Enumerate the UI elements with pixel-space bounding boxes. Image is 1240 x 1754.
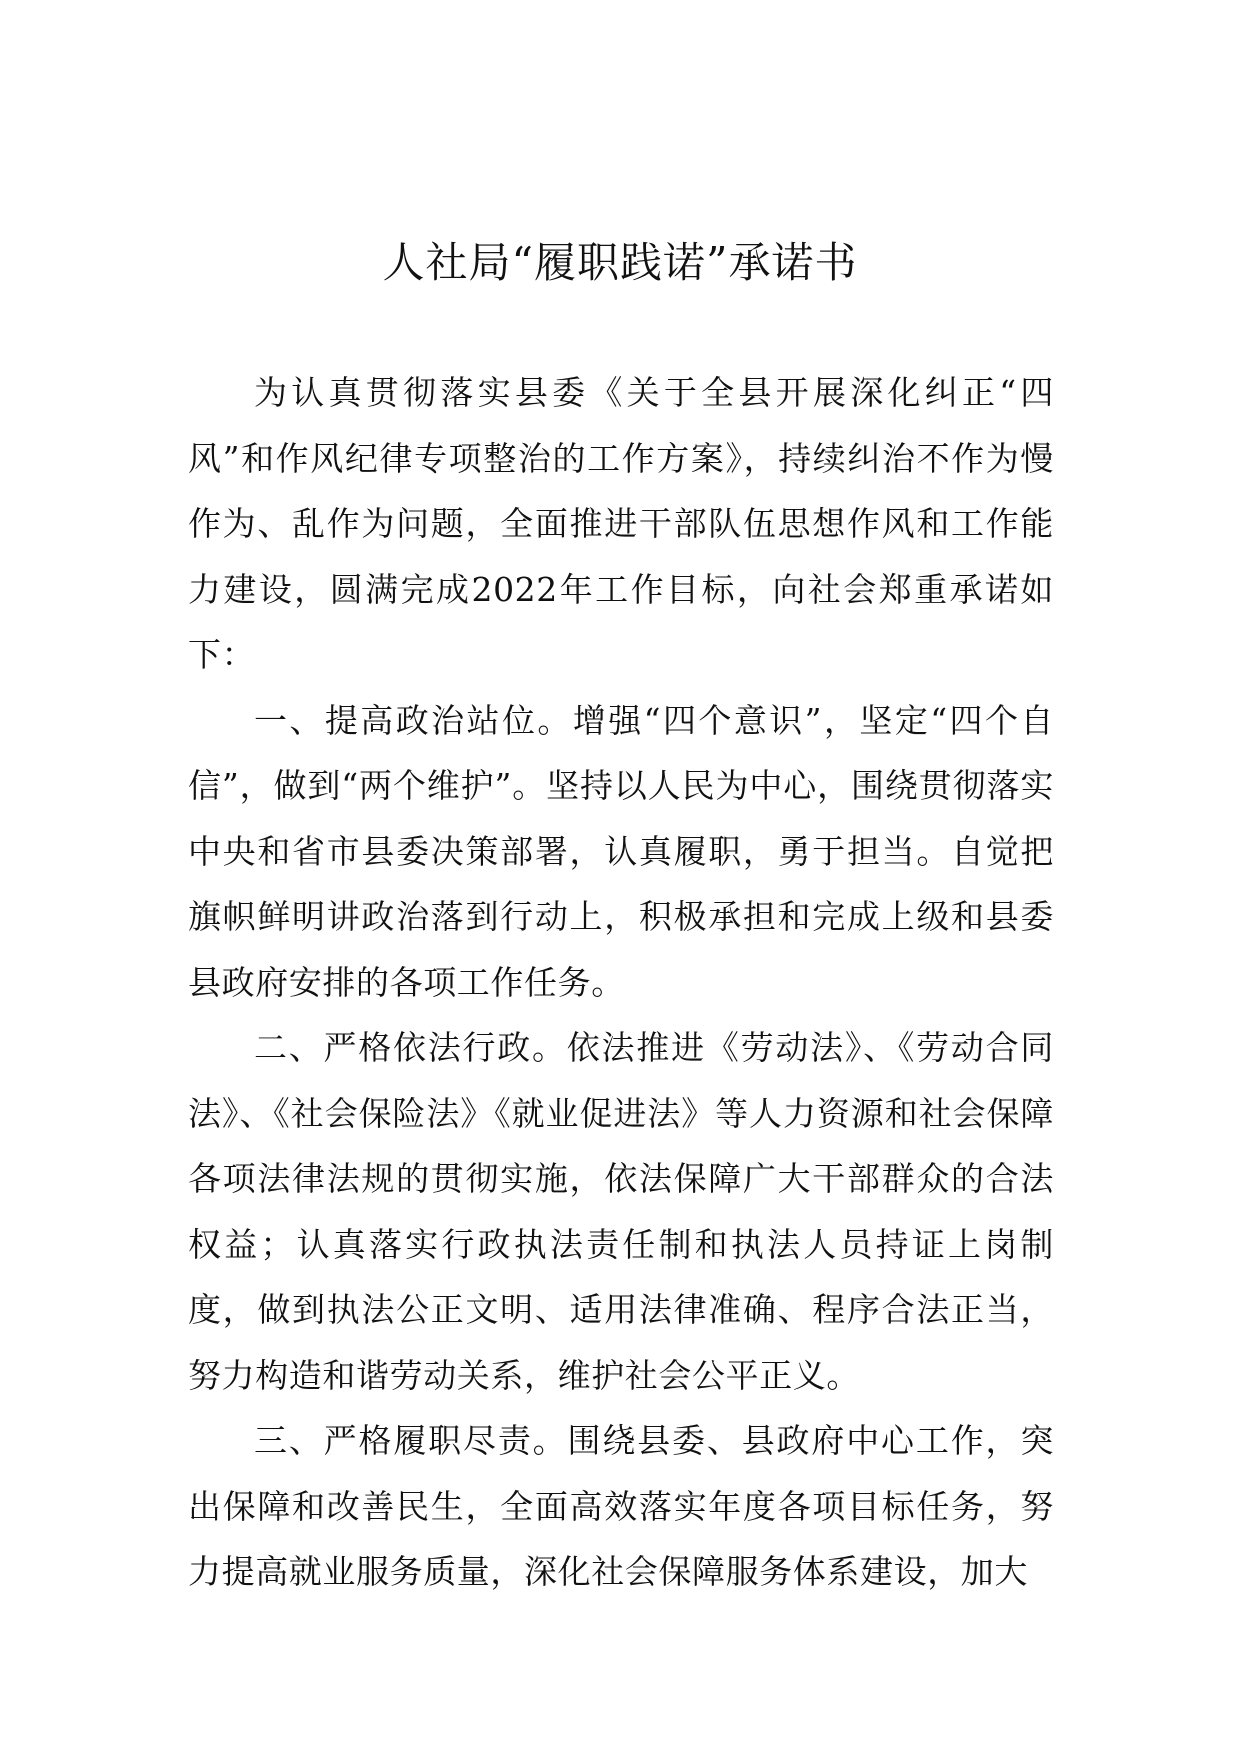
paragraph-political-stance: 一、提高政治站位。增强“四个意识”，坚定“四个自信”，做到“两个维护”。坚持以人民为中心，围绕贯彻落实中央和省市县委决策部署，认真履职，勇于担当。自觉把旗帜鲜明讲政治落到行动上，积极承担和完成上级和县委县政府安排的各项工作任务。 — [188, 700, 1054, 1002]
paragraph-lawful-administration: 二、严格依法行政。依法推进《劳动法》、《劳动合同法》、《社会保险法》《就业促进法》等人力资源和社会保障各项法律法规的贯彻实施，依法保障广大干部群众的合法权益；认真落实行政执法责任制和执法人员持证上岗制度，做到执法公正文明、适用法律准确、程序合法正当，努力构造和谐劳动关系，维护社会公平正义。 — [188, 1028, 1054, 1395]
paragraph-intro: 为认真贯彻落实县委《关于全县开展深化纠正“四风”和作风纪律专项整治的工作方案》，持续纠治不作为慢作为、乱作为问题，全面推进干部队伍思想作风和工作能力建设，圆满完成2022年工作目标，向社会郑重承诺如下： — [188, 373, 1054, 674]
document-body — [188, 360, 1054, 1605]
paragraph-duty-performance: 三、严格履职尽责。围绕县委、县政府中心工作，突出保障和改善民生，全面高效落实年度各项目标任务，努力提高就业服务质量，深化社会保障服务体系建设，加大 — [188, 1421, 1054, 1591]
document-title: 人社局“履职践诺”承诺书 — [382, 238, 858, 287]
